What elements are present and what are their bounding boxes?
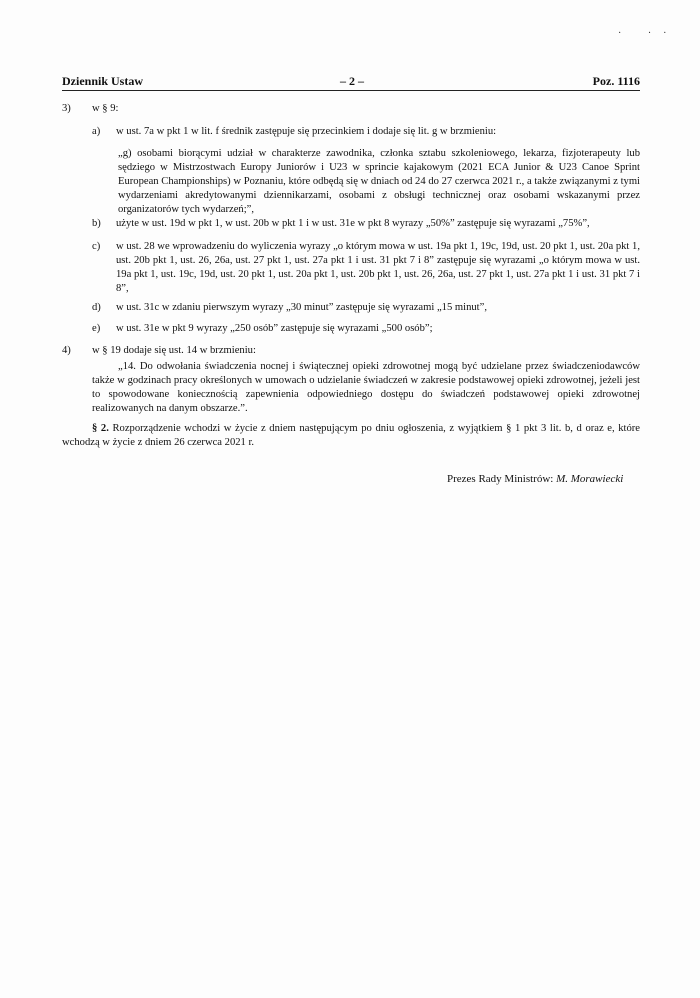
position-number: Poz. 1116: [592, 74, 640, 88]
page-number: – 2 –: [340, 74, 364, 88]
item-3e-marker: e): [92, 323, 101, 334]
item-4-number: 4): [62, 345, 71, 356]
item-3-number: 3): [62, 103, 71, 114]
signature-block: [447, 473, 623, 485]
item-3c-marker: c): [92, 241, 101, 252]
item-4-intro: w § 19 dodaje się ust. 14 w brzmieniu:: [92, 345, 256, 356]
scan-specks-decoration: · ··: [618, 28, 679, 39]
item-3e-text: w ust. 31e w pkt 9 wyrazy „250 osób” zastępuje się wyrazami „500 osób”;: [116, 323, 433, 334]
section-2-text: Rozporządzenie wchodzi w życie z dniem następującym po dniu ogłoszenia, z wyjątkiem § 1 pkt 3 lit. b, d oraz e, które wchodzą w życie z dniem 26 czerwca 2021 r.: [62, 423, 640, 448]
item-3-intro: w § 9:: [92, 103, 119, 114]
signature-role: Prezes Rady Ministrów:: [447, 473, 554, 485]
item-3a-text: w ust. 7a w pkt 1 w lit. f średnik zastępuje się przecinkiem i dodaje się lit. g w brzmieniu:: [116, 126, 497, 137]
signature-name: M. Morawiecki: [556, 473, 624, 485]
item-3b-text: użyte w ust. 19d w pkt 1, w ust. 20b w pkt 1 i w ust. 31e w pkt 8 wyrazy „50%” zastępuje się wyrazami „75%”,: [116, 218, 590, 229]
item-3d-text: w ust. 31c w zdaniu pierwszym wyrazy „30 minut” zastępuje się wyrazami „15 minut”,: [116, 302, 487, 313]
header-rule: [62, 90, 640, 91]
item-3b-marker: b): [92, 218, 101, 229]
item-3c-text: w ust. 28 we wprowadzeniu do wyliczenia wyrazy „o którym mowa w ust. 19a pkt 1, 19c, 19d, ust. 20 pkt 1, ust. 20a pkt 1, ust. 20b pkt 1, ust. 26, 26a, ust. 27 pkt 1, ust. 27a pkt 1 i ust. 31 pkt 7 i 8” zastępuje się wyrazami „o którym mowa w ust. 19a pkt 1, ust. 19c, 19d, ust. 20 pkt 1, ust. 20a pkt 1, ust. 20b pkt 1, ust. 26, 26a, ust. 27 pkt 1, ust. 27a pkt 1 i ust. 31 pkt 7 i 8”,: [116, 241, 640, 294]
journal-name: Dziennik Ustaw: [62, 74, 144, 88]
item-3a-marker: a): [92, 126, 101, 137]
item-3a-quote: „g) osobami biorącymi udział w charakterze zawodnika, członka sztabu szkoleniowego, lekarza, fizjoterapeuty lub sędziego w Mistrzostwach Europy Juniorów i U23 w sprincie kajakowym (2021 ECA Junior & U23 Canoe Sprint European Championships) w Poznaniu, które odbędą się w dniach od 24 do 27 czerwca 2021 r., a także związanymi z tymi wydarzeniami akredytowanymi dziennikarzami, osobami z obsługi technicznej oraz osobami wskazanymi przez organizatorów tych wydarzeń;”,: [118, 148, 640, 215]
item-3d-marker: d): [92, 302, 101, 313]
item-4-quote: „14. Do odwołania świadczenia nocnej i świątecznej opieki zdrowotnej mogą być udzielane przez świadczeniodawców także w godzinach pracy określonych w umowach o udzielanie świadczeń w zakresie podstawowej opieki zdrowotnej, jeżeli jest to spowodowane koniecznością zapewnienia odpowiedniego dostępu do świadczeń podstawowej opieki zdrowotnej realizowanych na danym obszarze.”.: [92, 361, 640, 414]
section-2-label: § 2.: [92, 423, 109, 434]
section-2-paragraph: [62, 422, 640, 450]
